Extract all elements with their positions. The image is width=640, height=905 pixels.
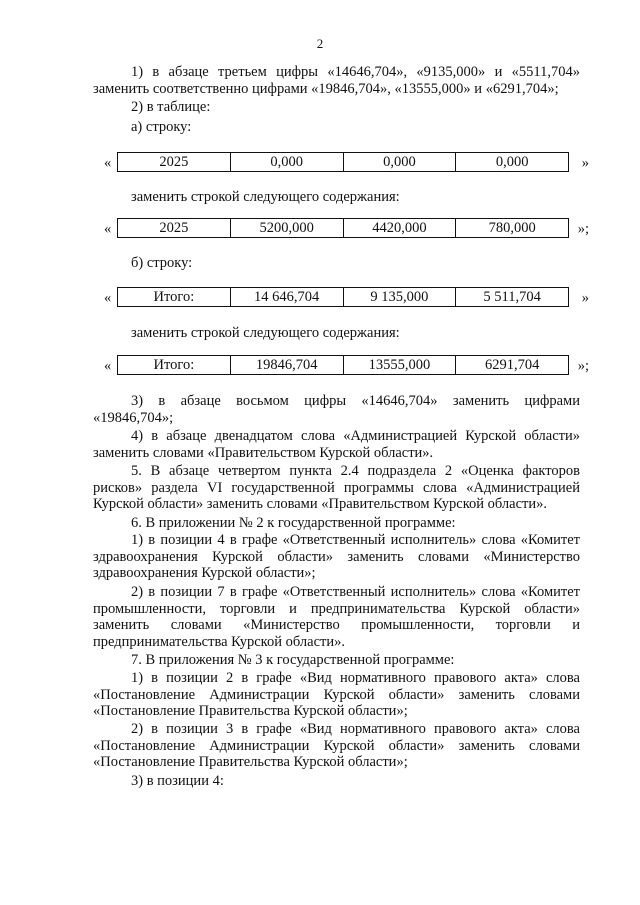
paragraph-6-2: 2) в позиции 7 в графе «Ответственный исполнитель» слова «Комитет промышленности, торговли и предпринимательства Курской области» заменить словами «Министерство промышленности, торговли и предпринимательства Курской области». [93, 584, 580, 650]
table-cell-regional: 0,000 [343, 153, 456, 171]
paragraph-5: 5. В абзаце четвертом пункта 2.4 подраздела 2 «Оценка факторов рисков» раздела VI государственной программы слова «Администрацией Курской области» заменить словами «Правительством Курской области». [93, 463, 580, 512]
close-quote: »; [577, 358, 589, 374]
paragraph-6-1: 1) в позиции 4 в графе «Ответственный исполнитель» слова «Комитет здравоохранения Курской области» заменить словами «Министерство здравоохранения Курской области»; [93, 532, 580, 581]
open-quote: « [104, 221, 112, 237]
table-cell-total: 14 646,704 [230, 288, 343, 306]
paragraph-2: 2) в таблице: [131, 99, 211, 115]
close-quote: » [581, 155, 589, 171]
table-row-2 [104, 218, 589, 240]
replace-label-2: заменить строкой следующего содержания: [131, 325, 400, 341]
replace-label-1: заменить строкой следующего содержания: [131, 189, 400, 205]
table-cell-year: 2025 [159, 154, 189, 170]
paragraph-1: 1) в абзаце третьем цифры «14646,704», «9135,000» и «5511,704» заменить соответственно цифрами «19846,704», «13555,000» и «6291,704»; [93, 64, 580, 97]
table-cell-other: 0,000 [455, 153, 568, 171]
paragraph-a: а) строку: [131, 119, 192, 135]
table-cell-other: 5 511,704 [455, 288, 568, 306]
table-cell-other: 6291,704 [455, 356, 568, 374]
close-quote: » [581, 290, 589, 306]
table-cell-regional: 4420,000 [343, 219, 456, 237]
open-quote: « [104, 290, 112, 306]
open-quote: « [104, 155, 112, 171]
paragraph-7: 7. В приложения № 3 к государственной программе: [131, 652, 455, 668]
paragraph-7-2: 2) в позиции 3 в графе «Вид нормативного правового акта» слова «Постановление Администрации Курской области» заменить словами «Постановление Правительства Курской области»; [93, 721, 580, 770]
paragraph-7-1: 1) в позиции 2 в графе «Вид нормативного правового акта» слова «Постановление Администрации Курской области» заменить словами «Постановление Правительства Курской области»; [93, 670, 580, 719]
table-cell-regional: 9 135,000 [343, 288, 456, 306]
paragraph-7-3: 3) в позиции 4: [131, 773, 224, 789]
table-box [117, 218, 569, 238]
table-cell-year: 2025 [159, 220, 189, 236]
table-cell-label: Итого: [153, 357, 195, 373]
paragraph-b: б) строку: [131, 255, 193, 271]
paragraph-6: 6. В приложении № 2 к государственной программе: [131, 515, 456, 531]
paragraph-4: 4) в абзаце двенадцатом слова «Администрацией Курской области» заменить словами «Правительством Курской области». [93, 428, 580, 461]
table-cell-total: 19846,704 [230, 356, 343, 374]
open-quote: « [104, 358, 112, 374]
page-number: 2 [316, 36, 324, 51]
close-quote: »; [577, 221, 589, 237]
table-row-4 [104, 355, 589, 377]
table-cell-total: 0,000 [230, 153, 343, 171]
table-cell-total: 5200,000 [230, 219, 343, 237]
table-cell-label: Итого: [153, 289, 195, 305]
table-box [117, 287, 569, 307]
table-box [117, 152, 569, 172]
table-row-1 [104, 152, 589, 174]
table-cell-other: 780,000 [455, 219, 568, 237]
table-cell-regional: 13555,000 [343, 356, 456, 374]
table-box [117, 355, 569, 375]
paragraph-3: 3) в абзаце восьмом цифры «14646,704» заменить цифрами «19846,704»; [93, 393, 580, 426]
table-row-3 [104, 287, 589, 309]
